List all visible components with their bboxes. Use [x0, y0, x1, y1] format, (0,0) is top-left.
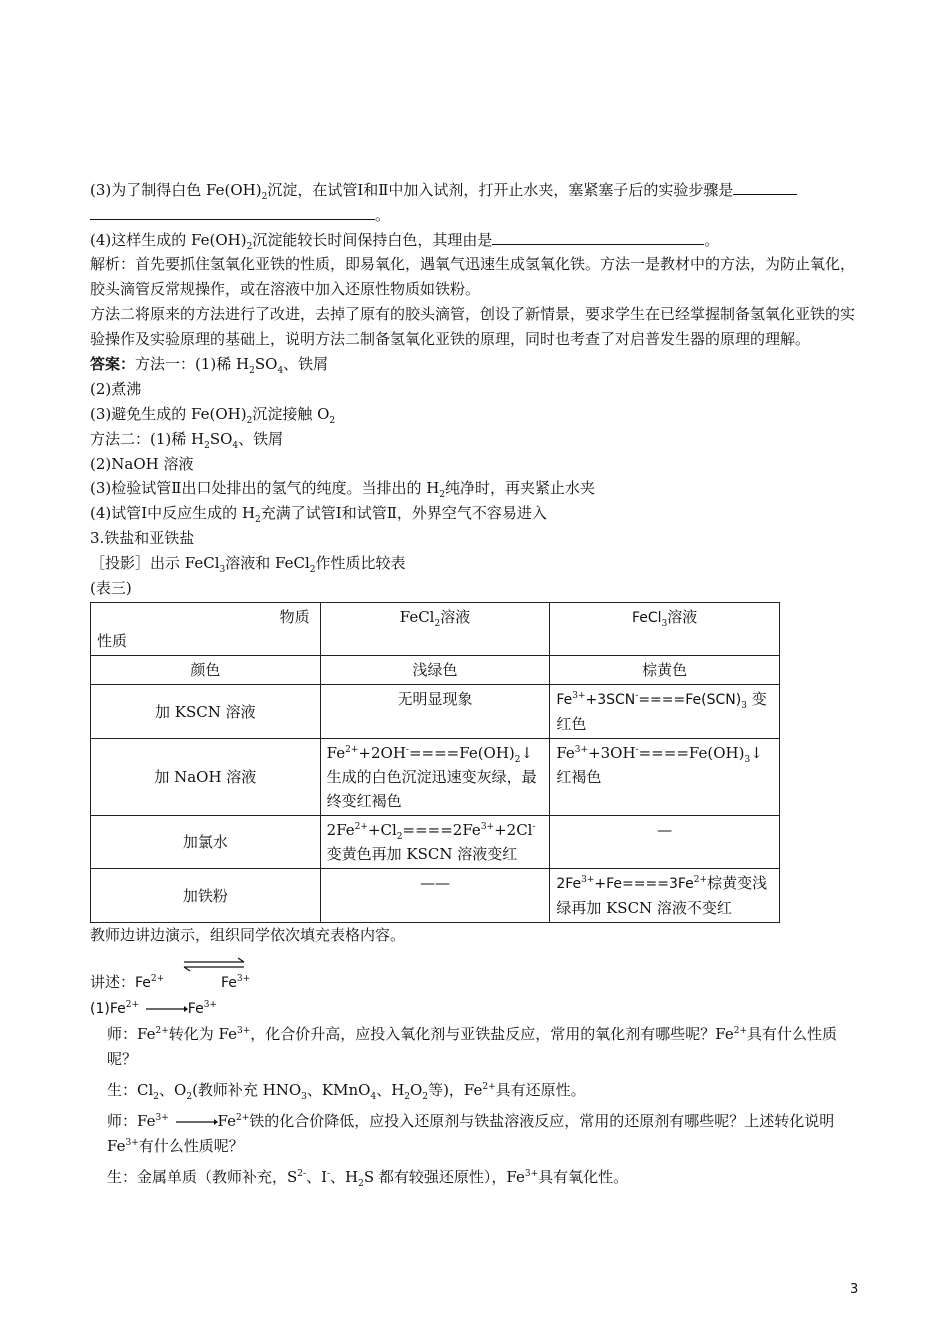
right-arrow-icon: [144, 1004, 188, 1014]
table-row: 加铁粉 —— $2Fe^{3+}+Fe====3Fe^{2+}$棕黄变浅绿再加 KSCN 溶液不变红: [91, 869, 780, 923]
document-page: [90, 178, 860, 1189]
student-answer-2: 生：金属单质（教师补充，$S^{2-}$、I-、$H_2S$ 都有较强还原性），$Fe^{3+}$具有氧化性。: [107, 1167, 629, 1189]
reversible-arrow-icon: [180, 954, 250, 976]
question-3-cont: 。: [90, 203, 860, 228]
answer-blank: [90, 204, 375, 220]
transform-1: $(1)Fe^{2+}$ $Fe^{3+}$: [90, 999, 217, 1017]
answer-line-7: (4)试管Ⅰ中反应生成的 $H_2$充满了试管Ⅰ和试管Ⅱ，外界空气不容易进入: [90, 504, 547, 526]
answer-line-4: 方法二：(1)稀 $H_2SO_4$、铁屑: [90, 429, 284, 451]
naoh-fecl3-cell: $Fe^{3+}+3OH^-====Fe(OH)_3↓$红褐色: [550, 739, 780, 816]
table-row: 加 KSCN 溶液 无明显现象 $Fe^{3+}+3SCN^-====Fe(SCN)_3$ 变 红色: [91, 685, 780, 739]
question-4: (4)这样生成的 $Fe(OH)_2$沉淀能较长时间保持白色，其理由是 。: [90, 230, 720, 252]
student-answer-1: 生：$Cl_2$、$O_2$(教师补充 $HNO_3$、KMnO$_4$、$H_2O_2$等)，$Fe^{2+}$具有还原性。: [107, 1080, 586, 1102]
right-arrow-icon: [174, 1117, 218, 1127]
kscn-fecl3-cell: $Fe^{3+}+3SCN^-====Fe(SCN)_3$ 变 红色: [550, 685, 780, 739]
table-row: 加 NaOH 溶液 $Fe^{2+}+2OH^-====Fe(OH)_2↓$ 生成的白色沉淀迅速变灰绿，最终变红褐色 $Fe^{3+}+3OH^-====Fe(OH)_3↓$红褐色: [91, 739, 780, 816]
teacher-question-2: 师：$Fe^{3+}$ $Fe^{2+}$铁的化合价降低，应投入还原剂与铁盐溶液反应，常用的还原剂有哪些呢？上述转化说明 $Fe^{3+}$有什么性质呢？: [107, 1111, 835, 1155]
q3-text: (3)为了制得白色 Fe(OH): [90, 181, 262, 199]
answer-line-3: (3)避免生成的 $Fe(OH)_2$沉淀接触 $O_2$: [90, 404, 336, 426]
analysis-paragraph-1: 解析：首先要抓住氢氧化亚铁的性质，即易氧化，遇氧气迅速生成氢氧化铁。方法一是教材中的方法，为防止氧化，胶头滴管反常规操作，或在溶液中加入还原性物质如铁粉。: [90, 255, 856, 299]
table-row: 颜色 浅绿色 棕黄色: [91, 656, 780, 685]
teacher-demo: 教师边讲边演示，组织同学依次填充表格内容。: [90, 926, 406, 945]
teacher-question-1: 师：$Fe^{2+}$转化为 $Fe^{3+}$，化合价升高，应投入氧化剂与亚铁盐反应，常用的氧化剂有哪些呢？$Fe^{2+}$具有什么性质呢？: [107, 1024, 838, 1068]
header-fecl2: FeCl$_2$溶液: [320, 603, 550, 656]
page-number: 3: [850, 1282, 859, 1297]
answer-line-5: (2)NaOH 溶液: [90, 454, 194, 473]
answer-line-6: (3)检验试管Ⅱ出口处排出的氢气的纯度。当排出的 $H_2$纯净时，再夹紧止水夹: [90, 479, 596, 501]
question-3: (3)为了制得白色 $Fe(OH)_2$沉淀，在试管Ⅰ和Ⅱ中加入试剂，打开止水夹，塞紧塞子后的实验步骤是: [90, 178, 860, 203]
naoh-fecl2-cell: $Fe^{2+}+2OH^-====Fe(OH)_2↓$ 生成的白色沉淀迅速变灰绿，最终变红褐色: [320, 739, 550, 816]
answer-blank: [492, 229, 704, 245]
section-heading: 3.铁盐和亚铁盐: [90, 528, 195, 547]
fe-fecl3-cell: $2Fe^{3+}+Fe====3Fe^{2+}$棕黄变浅绿再加 KSCN 溶液不变红: [550, 869, 780, 923]
table-label: (表三): [90, 578, 132, 597]
analysis-paragraph-2: 方法二将原来的方法进行了改进，去掉了原有的胶头滴管，创设了新情景，要求学生在已经掌握制备氢氧化亚铁的实验操作及实验原理的基础上，说明方法二制备氢氧化亚铁的原理，同时也考查了对启普发生器的原理的理解。: [90, 305, 856, 349]
projection-line: ［投影］出示 FeCl$_3$溶液和 FeCl$_2$作性质比较表: [90, 553, 406, 575]
cl-fecl2-cell: $2Fe^{2+}+Cl_2====2Fe^{3+}+2Cl^-$变黄色再加 KSCN 溶液变红: [320, 816, 550, 869]
header-diagonal-cell: 物质 性质: [91, 603, 321, 656]
table-row: 加氯水 $2Fe^{2+}+Cl_2====2Fe^{3+}+2Cl^-$变黄色再加 KSCN 溶液变红 —: [91, 816, 780, 869]
lecture-line: 讲述：$Fe^{2+}$ $Fe^{3+}$: [90, 970, 860, 996]
answer-line-1: 答案：方法一：(1)稀 $H_2SO_4$、铁屑: [90, 355, 329, 377]
comparison-table: [90, 602, 780, 923]
answer-line-2: (2)煮沸: [90, 380, 142, 399]
answer-label: 答案：: [90, 355, 136, 374]
answer-blank: [733, 179, 797, 195]
header-fecl3: FeCl$_3$溶液: [550, 603, 780, 656]
table-row: [91, 603, 780, 656]
